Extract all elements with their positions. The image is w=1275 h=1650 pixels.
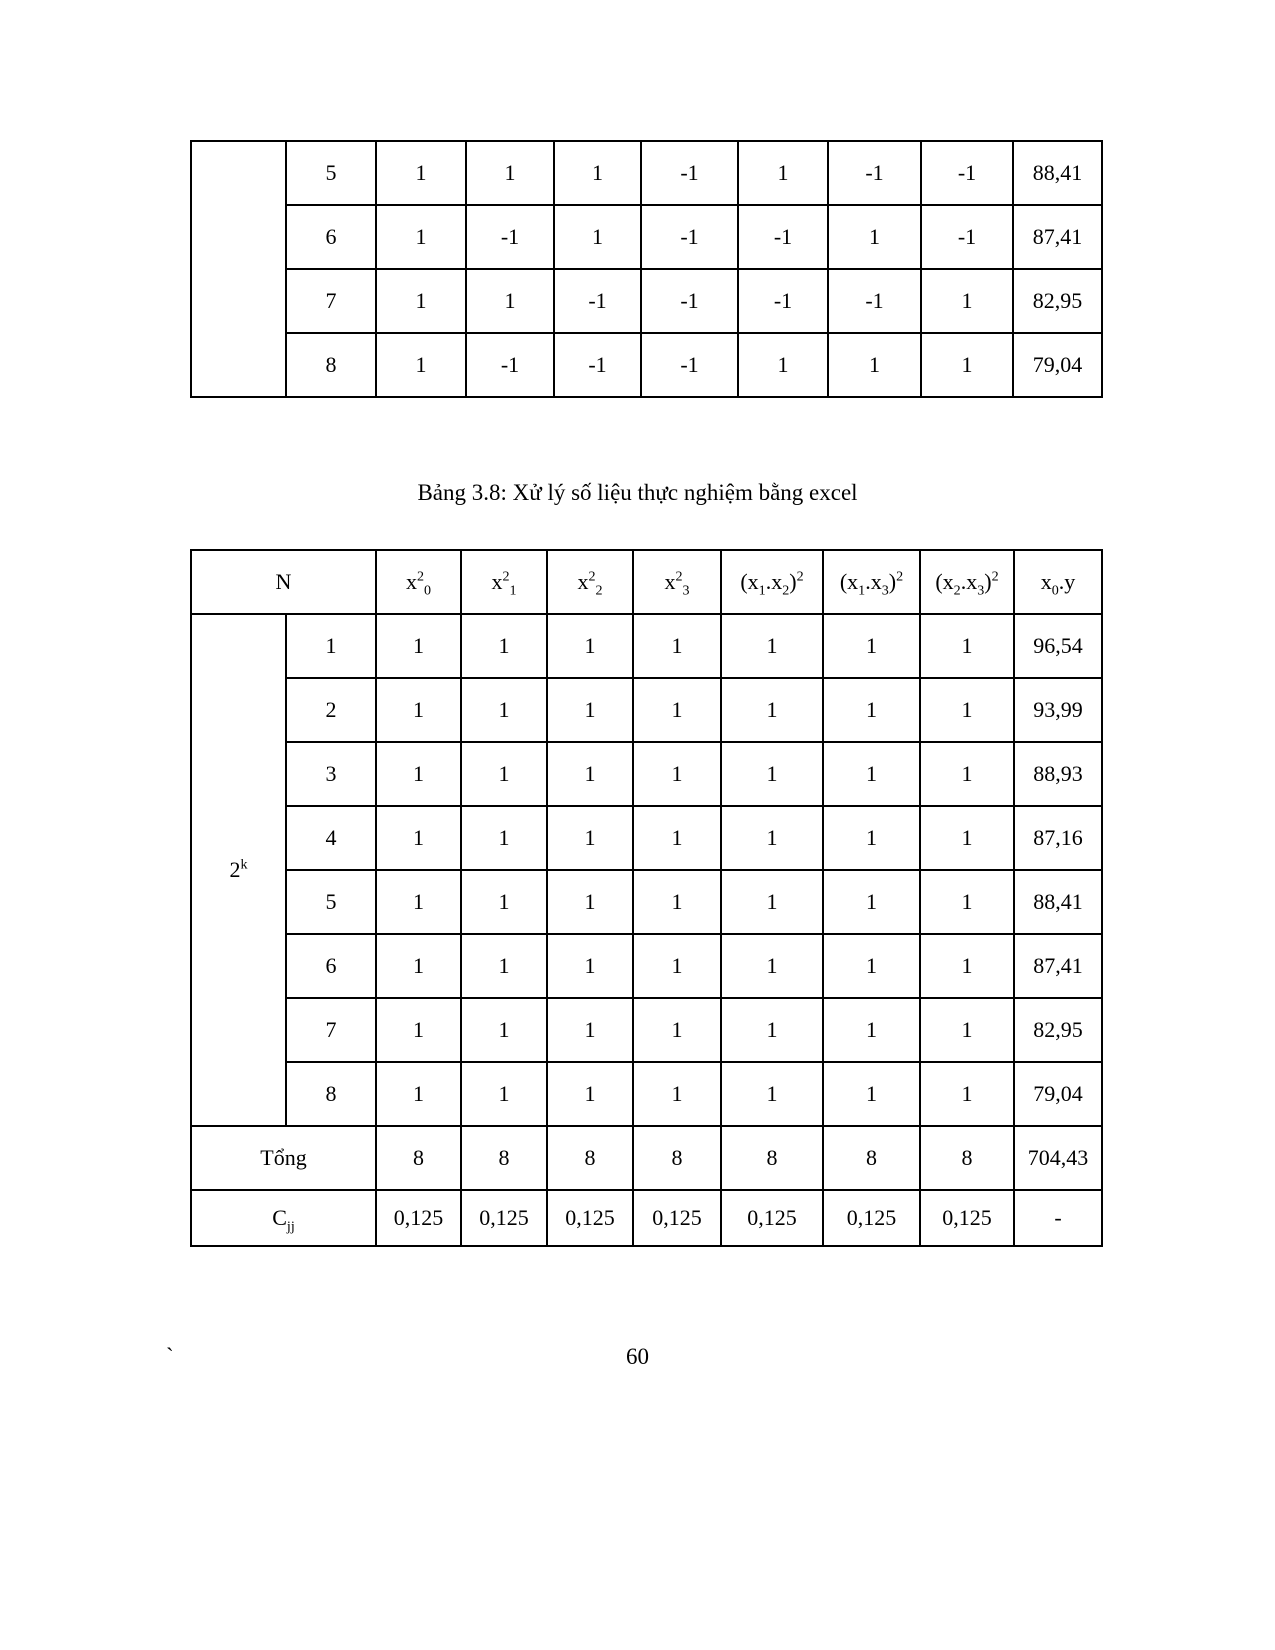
- value-cell: -1: [738, 205, 828, 269]
- total-cell: 8: [376, 1126, 461, 1190]
- value-cell: 1: [633, 806, 721, 870]
- total-cell: 8: [920, 1126, 1014, 1190]
- value-cell: 1: [376, 333, 466, 397]
- run-number-cell: 8: [286, 1062, 376, 1126]
- table-row: [191, 934, 1102, 998]
- column-header-cell: $x^2_0$: [376, 550, 461, 614]
- total-label-cell: Tổng: [191, 1126, 376, 1190]
- value-cell: 1: [633, 870, 721, 934]
- value-cell: 1: [823, 870, 920, 934]
- y-value-cell: 88,41: [1013, 141, 1102, 205]
- group-label-cell: 2$^k$: [191, 614, 286, 1126]
- y-value-cell: 87,41: [1013, 205, 1102, 269]
- value-cell: 1: [920, 870, 1014, 934]
- value-cell: -1: [641, 333, 738, 397]
- header-row: [191, 550, 1102, 614]
- value-cell: 1: [920, 998, 1014, 1062]
- y-value-cell: 87,41: [1014, 934, 1102, 998]
- value-cell: 1: [547, 614, 633, 678]
- value-cell: 1: [738, 333, 828, 397]
- y-value-cell: 82,95: [1014, 998, 1102, 1062]
- value-cell: -1: [641, 269, 738, 333]
- table-row: [191, 269, 1102, 333]
- value-cell: 1: [466, 269, 554, 333]
- table-row: [191, 678, 1102, 742]
- value-cell: -1: [466, 333, 554, 397]
- value-cell: 1: [461, 1062, 547, 1126]
- value-cell: 1: [633, 1062, 721, 1126]
- table-row: [191, 333, 1102, 397]
- column-header-cell: $(x_1.x_3)^2$: [823, 550, 920, 614]
- total-cell: 8: [823, 1126, 920, 1190]
- table-row: [191, 141, 1102, 205]
- value-cell: 1: [823, 934, 920, 998]
- table-row: [191, 806, 1102, 870]
- value-cell: 1: [461, 870, 547, 934]
- value-cell: -1: [921, 141, 1013, 205]
- value-cell: 1: [920, 742, 1014, 806]
- y-value-cell: 88,41: [1014, 870, 1102, 934]
- value-cell: 1: [721, 934, 823, 998]
- cjj-cell: 0,125: [920, 1190, 1014, 1246]
- n-header-cell: N: [191, 550, 376, 614]
- value-cell: 1: [376, 870, 461, 934]
- y-value-cell: 88,93: [1014, 742, 1102, 806]
- total-row: [191, 1126, 1102, 1190]
- value-cell: 1: [461, 806, 547, 870]
- table-row: [191, 742, 1102, 806]
- continuation-table: [190, 140, 1103, 398]
- value-cell: 1: [920, 678, 1014, 742]
- value-cell: -1: [554, 269, 641, 333]
- value-cell: 1: [721, 742, 823, 806]
- value-cell: 1: [721, 998, 823, 1062]
- column-header-cell: $x^2_1$: [461, 550, 547, 614]
- value-cell: -1: [641, 205, 738, 269]
- value-cell: 1: [547, 998, 633, 1062]
- cjj-cell: 0,125: [823, 1190, 920, 1246]
- value-cell: 1: [633, 742, 721, 806]
- value-cell: 1: [721, 870, 823, 934]
- cjj-cell: 0,125: [461, 1190, 547, 1246]
- run-number-cell: 1: [286, 614, 376, 678]
- main-table: [190, 549, 1103, 1247]
- total-cell: 8: [633, 1126, 721, 1190]
- y-value-cell: 96,54: [1014, 614, 1102, 678]
- cjj-y-cell: -: [1014, 1190, 1102, 1246]
- value-cell: 1: [823, 614, 920, 678]
- table-caption: Bảng 3.8: Xử lý số liệu thực nghiệm bằng excel: [417, 480, 858, 505]
- y-value-cell: 79,04: [1014, 1062, 1102, 1126]
- run-number-cell: 7: [286, 269, 376, 333]
- value-cell: 1: [547, 806, 633, 870]
- empty-group-cell: [191, 141, 286, 397]
- value-cell: 1: [466, 141, 554, 205]
- run-number-cell: 6: [286, 934, 376, 998]
- column-header-cell: $(x_2.x_3)^2$: [920, 550, 1014, 614]
- total-cell: 8: [461, 1126, 547, 1190]
- value-cell: 1: [721, 614, 823, 678]
- stray-mark: `: [166, 1344, 174, 1369]
- value-cell: 1: [721, 678, 823, 742]
- y-value-cell: 87,16: [1014, 806, 1102, 870]
- run-number-cell: 4: [286, 806, 376, 870]
- value-cell: 1: [823, 806, 920, 870]
- y-value-cell: 82,95: [1013, 269, 1102, 333]
- value-cell: -1: [738, 269, 828, 333]
- run-number-cell: 6: [286, 205, 376, 269]
- page-number: 60: [626, 1344, 649, 1369]
- value-cell: 1: [376, 1062, 461, 1126]
- value-cell: -1: [828, 141, 921, 205]
- run-number-cell: 7: [286, 998, 376, 1062]
- value-cell: 1: [633, 998, 721, 1062]
- value-cell: -1: [554, 333, 641, 397]
- value-cell: 1: [721, 806, 823, 870]
- value-cell: 1: [547, 742, 633, 806]
- column-header-cell: $(x_1.x_2)^2$: [721, 550, 823, 614]
- value-cell: 1: [920, 1062, 1014, 1126]
- value-cell: 1: [376, 205, 466, 269]
- value-cell: 1: [376, 141, 466, 205]
- total-y-cell: 704,43: [1014, 1126, 1102, 1190]
- value-cell: 1: [376, 614, 461, 678]
- run-number-cell: 2: [286, 678, 376, 742]
- value-cell: 1: [920, 806, 1014, 870]
- table-row: [191, 1062, 1102, 1126]
- value-cell: 1: [721, 1062, 823, 1126]
- value-cell: 1: [823, 742, 920, 806]
- value-cell: 1: [376, 678, 461, 742]
- value-cell: 1: [376, 269, 466, 333]
- value-cell: 1: [738, 141, 828, 205]
- table-row: [191, 614, 1102, 678]
- cjj-cell: 0,125: [547, 1190, 633, 1246]
- value-cell: 1: [920, 614, 1014, 678]
- column-header-cell: $x_0.y$: [1014, 550, 1102, 614]
- value-cell: 1: [921, 333, 1013, 397]
- value-cell: 1: [547, 1062, 633, 1126]
- value-cell: 1: [376, 742, 461, 806]
- value-cell: 1: [376, 934, 461, 998]
- total-cell: 8: [547, 1126, 633, 1190]
- y-value-cell: 93,99: [1014, 678, 1102, 742]
- cjj-cell: 0,125: [376, 1190, 461, 1246]
- value-cell: 1: [920, 934, 1014, 998]
- value-cell: 1: [633, 934, 721, 998]
- table-row: [191, 205, 1102, 269]
- value-cell: 1: [461, 678, 547, 742]
- value-cell: 1: [376, 806, 461, 870]
- cjj-cell: 0,125: [633, 1190, 721, 1246]
- value-cell: -1: [641, 141, 738, 205]
- value-cell: 1: [823, 1062, 920, 1126]
- run-number-cell: 5: [286, 870, 376, 934]
- value-cell: 1: [547, 678, 633, 742]
- value-cell: 1: [828, 333, 921, 397]
- total-cell: 8: [721, 1126, 823, 1190]
- run-number-cell: 8: [286, 333, 376, 397]
- value-cell: 1: [828, 205, 921, 269]
- column-header-cell: $x^2_2$: [547, 550, 633, 614]
- cjj-label-cell: $C_{jj}$: [191, 1190, 376, 1246]
- run-number-cell: 5: [286, 141, 376, 205]
- value-cell: 1: [461, 934, 547, 998]
- value-cell: 1: [921, 269, 1013, 333]
- run-number-cell: 3: [286, 742, 376, 806]
- value-cell: 1: [547, 934, 633, 998]
- value-cell: 1: [461, 998, 547, 1062]
- value-cell: 1: [547, 870, 633, 934]
- value-cell: 1: [461, 742, 547, 806]
- value-cell: -1: [466, 205, 554, 269]
- value-cell: 1: [633, 614, 721, 678]
- table-row: [191, 870, 1102, 934]
- cjj-cell: 0,125: [721, 1190, 823, 1246]
- value-cell: 1: [554, 205, 641, 269]
- column-header-cell: $x^2_3$: [633, 550, 721, 614]
- y-value-cell: 79,04: [1013, 333, 1102, 397]
- value-cell: 1: [376, 998, 461, 1062]
- value-cell: -1: [921, 205, 1013, 269]
- value-cell: -1: [828, 269, 921, 333]
- value-cell: 1: [461, 614, 547, 678]
- value-cell: 1: [554, 141, 641, 205]
- value-cell: 1: [823, 998, 920, 1062]
- table-row: [191, 998, 1102, 1062]
- cjj-row: [191, 1190, 1102, 1246]
- value-cell: 1: [633, 678, 721, 742]
- value-cell: 1: [823, 678, 920, 742]
